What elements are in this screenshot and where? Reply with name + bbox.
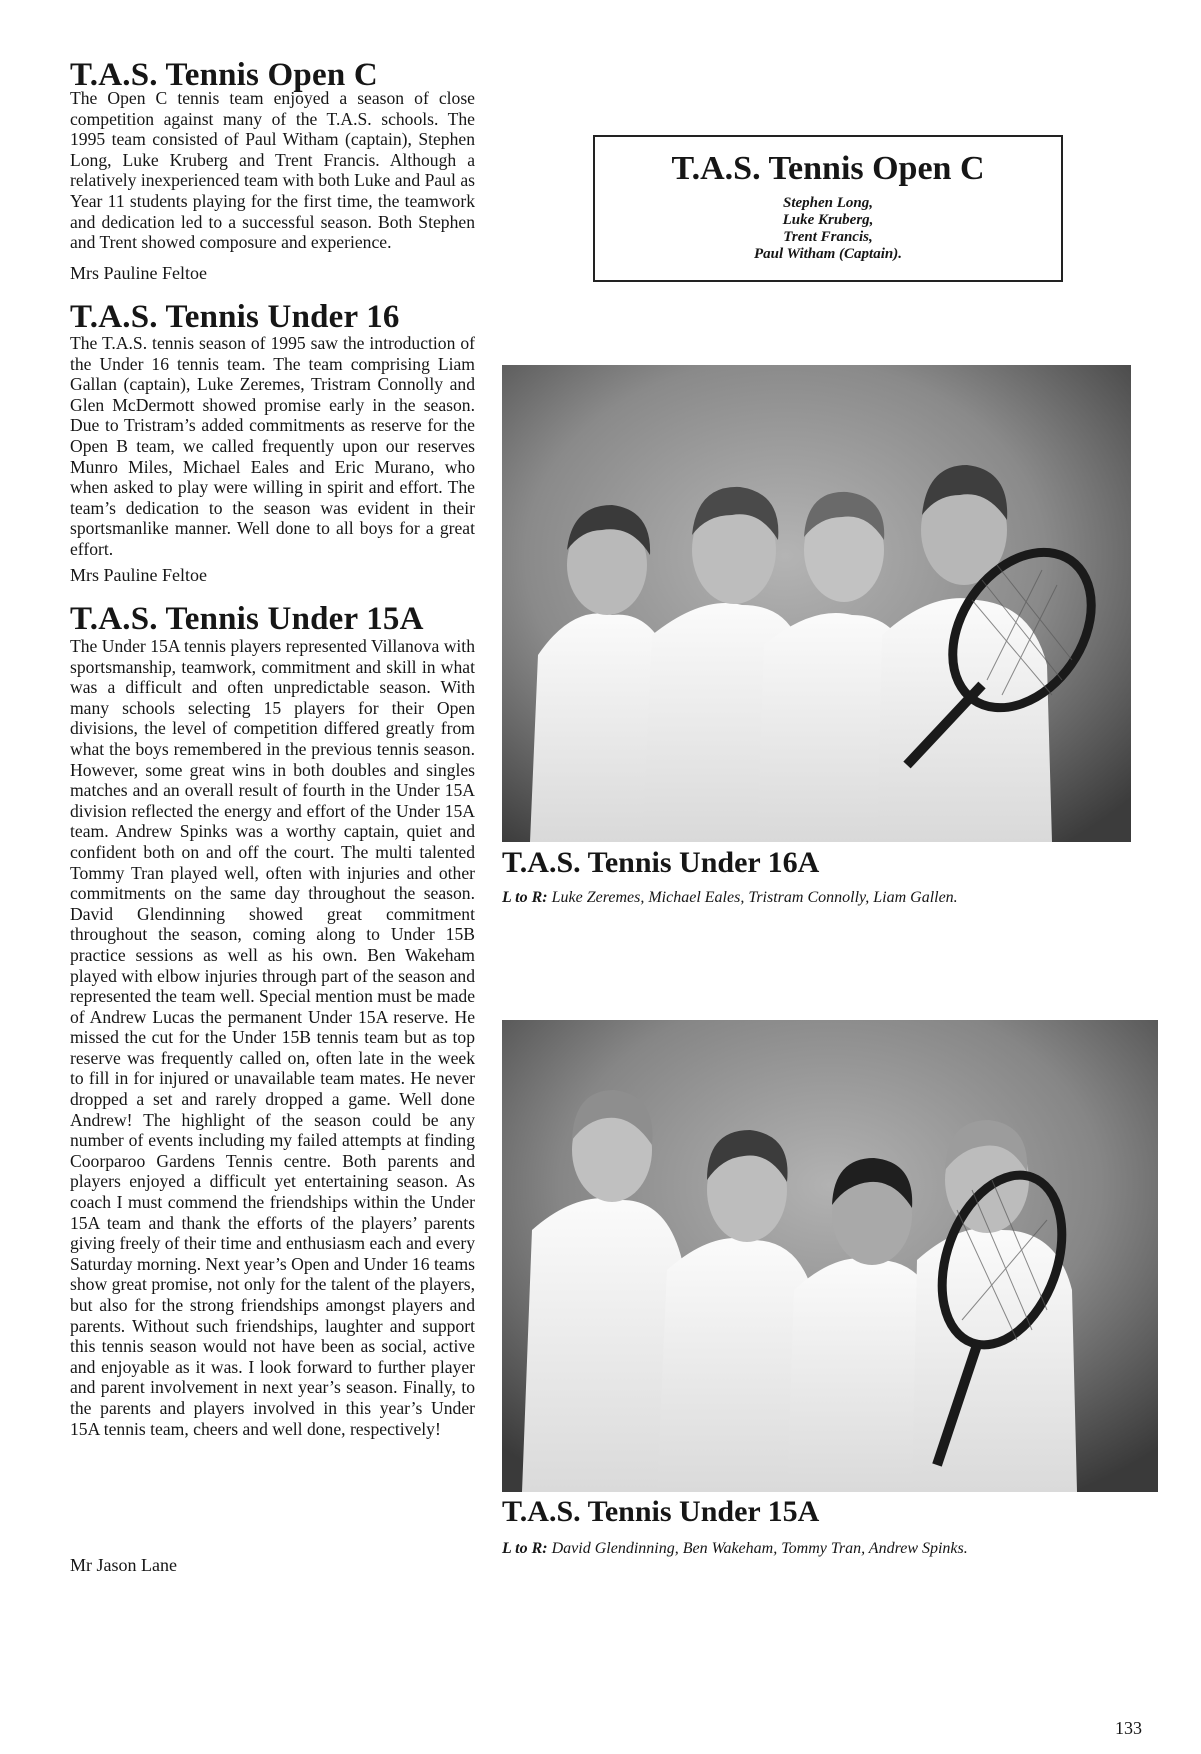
open-c-team-box (593, 135, 1063, 282)
open-c-member: Stephen Long, (782, 195, 873, 211)
section-body-open-c: The Open C tennis team enjoyed a season of close competition against many of the T.A.S. schools. The 1995 team consisted of Paul Witham (captain), Stephen Long, Luke Kruberg and Trent Francis. Although a relatively inexperienced team with both Luke and Paul as Year 11 students playing for the first time, the teamwork and dedication led to a successful season. Both Stephen and Trent showed composure and experience. (70, 88, 475, 253)
section-title-under-16: T.A.S. Tennis Under 16 (70, 299, 400, 335)
caption-prefix: L to R: (502, 1540, 548, 1557)
section-author-open-c: Mrs Pauline Feltoe (70, 263, 207, 283)
section-body-under-16: The T.A.S. tennis season of 1995 saw the introduction of the Under 16 tennis team. The team comprising Liam Gallan (captain), Luke Zeremes, Tristram Connolly and Glen McDermott showed promise early in the season. Due to Tristram’s added commitments as reserve for the Open B team, we called frequently upon our reserves Munro Miles, Michael Eales and Eric Murano, who when asked to play were willing in spirit and effort. The team’s dedication to the season was evident in their sportsmanlike manner. Well done to all boys for a great effort. (70, 333, 475, 559)
photo-caption-title-under-15a: T.A.S. Tennis Under 15A (502, 1495, 820, 1528)
section-body-under-15a: The Under 15A tennis players represented Villanova with sportsmanship, teamwork, commitment and skill in what was a difficult and often unpredictable season. With many schools selecting 15 players for their Open divisions, the level of competition differed greatly from what the boys remembered in the previous tennis season. However, some great wins in both doubles and singles matches and an overall result of fourth in the Under 15A division reflected the energy and effort of the Under 15A team. Andrew Spinks was a worthy captain, quiet and confident both on and off the court. The multi talented Tommy Tran played well, often with injuries and other commitments on the same day throughout the season. David Glendinning showed great commitment throughout the season, coming along to Under 15B practice sessions as well as his own. Ben Wakeham played with elbow injuries through part of the season and represented the team well. Special mention must be made of Andrew Lucas the permanent Under 15A reserve. He missed the cut for the Under 15B tennis team but as top reserve was frequently called on, often late in the week to fill in for injured or unavailable team mates. He never dropped a set and rarely dropped a game. Well done Andrew! The highlight of the season could be any number of events including my failed attempts at finding Coorparoo Gardens Tennis centre. Both parents and players enjoyed a difficult yet entertaining season. As coach I must commend the friendships within the Under 15A team and thank the efforts of the players’ parents giving freely of their time and enthusiasm each and every Saturday morning. Next year’s Open and Under 16 teams show great promise, not only for the talent of the players, but also for the strong friendships amongst players and parents. Without such friendships, laughter and support this tennis season would not have been as social, active and enjoyable as it was. I look forward to further player and parent involvement in next year’s season. Finally, to the parents and players involved in this year’s Under 15A tennis team, cheers and well done, respectively! (70, 636, 476, 1439)
section-title-open-c: T.A.S. Tennis Open C (70, 57, 378, 93)
photo-caption-names-under-15a (502, 1539, 1142, 1559)
caption-names: Luke Zeremes, Michael Eales, Tristram Connolly, Liam Gallen. (551, 889, 958, 906)
caption-prefix: L to R: (502, 889, 548, 906)
section-author-under-15a: Mr Jason Lane (70, 1555, 177, 1575)
open-c-box-title: T.A.S. Tennis Open C (671, 150, 985, 187)
photo-caption-title-under-16a: T.A.S. Tennis Under 16A (502, 846, 820, 879)
caption-names: David Glendinning, Ben Wakeham, Tommy Tran, Andrew Spinks. (551, 1540, 968, 1557)
page-number: 133 (1115, 1718, 1142, 1738)
team-photo-under-16a-graphic (502, 365, 1131, 842)
team-photo-under-16a (502, 365, 1131, 842)
open-c-member: Paul Witham (Captain). (754, 246, 902, 262)
team-photo-under-15a-graphic (502, 1020, 1158, 1492)
section-author-under-16: Mrs Pauline Feltoe (70, 565, 207, 585)
open-c-member: Luke Kruberg, (782, 212, 874, 228)
open-c-member: Trent Francis, (783, 229, 873, 245)
section-title-under-15a: T.A.S. Tennis Under 15A (70, 601, 424, 637)
photo-caption-names-under-16a (502, 888, 1122, 908)
team-photo-under-15a (502, 1020, 1158, 1492)
